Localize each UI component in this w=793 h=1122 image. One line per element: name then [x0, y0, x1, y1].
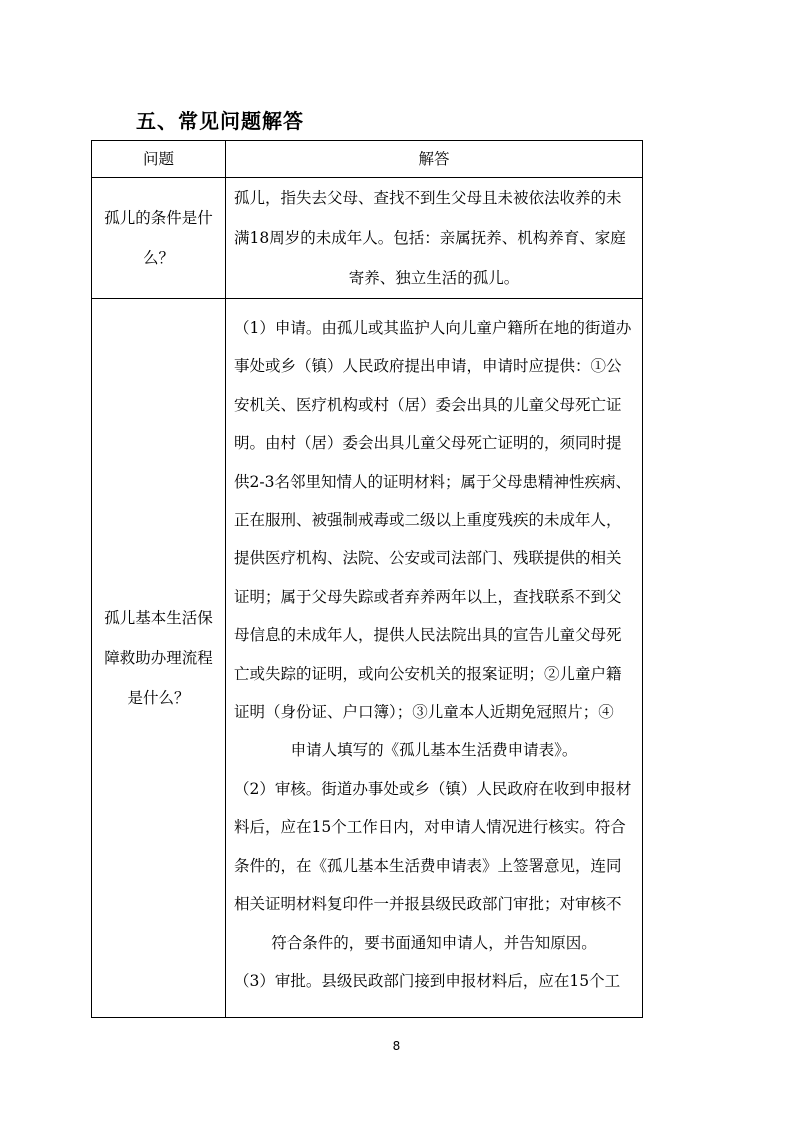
answer-line: 满18周岁的未成年人。包括：亲属抚养、机构养育、家庭 [234, 229, 626, 247]
answer-line: 孤儿，指失去父母、查找不到生父母且未被依法收养的未 [234, 189, 622, 207]
answer-line: （3）审批。县级民政部门接到申报材料后，应在15个工 [234, 971, 621, 990]
question-cell: 孤儿基本生活保障救助办理流程是什么？ [92, 299, 226, 1018]
faq-table [91, 140, 643, 1018]
table-row [92, 299, 643, 1018]
answer-line: （2）审核。街道办事处或乡（镇）人民政府在收到申报材 [234, 779, 632, 798]
table-row [92, 178, 643, 299]
answer-line: 寄养、独立生活的孤儿。 [348, 269, 520, 287]
answer-line: 亡或失踪的证明，或向公安机关的报案证明；②儿童户籍 [234, 664, 622, 683]
answer-line: 料后，应在15个工作日内，对申请人情况进行核实。符合 [234, 818, 626, 837]
answer-line: 符合条件的，要书面通知申请人，并告知原因。 [271, 933, 597, 952]
page-number: 8 [392, 1039, 401, 1053]
answer-line: 事处或乡（镇）人民政府提出申请，申请时应提供：①公 [234, 357, 622, 376]
answer-line: 母信息的未成年人，提供人民法院出具的宣告儿童父母死 [234, 626, 622, 645]
section-title: 五、常见问题解答 [136, 109, 304, 133]
answer-line: 提供医疗机构、法院、公安或司法部门、残联提供的相关 [234, 549, 622, 568]
header-question: 问题 [92, 141, 226, 178]
answer-line: （1）申请。由孤儿或其监护人向儿童户籍所在地的街道办 [234, 319, 632, 337]
answer-cell [226, 299, 643, 1018]
answer-paragraph [234, 962, 634, 1000]
answer-line: 明。由村（居）委会出具儿童父母死亡证明的，须同时提 [234, 434, 622, 453]
answer-line: 安机关、医疗机构或村（居）委会出具的儿童父母死亡证 [234, 395, 622, 414]
answer-line: 供2-3名邻里知情人的证明材料；属于父母患精神性疾病、 [234, 472, 631, 491]
answer-paragraph [234, 309, 634, 770]
header-answer: 解答 [226, 141, 643, 178]
answer-line: 申请人填写的《孤儿基本生活费申请表》。 [290, 741, 578, 760]
answer-line: 正在服刑、被强制戒毒或二级以上重度残疾的未成年人， [234, 511, 622, 530]
question-cell: 孤儿的条件是什么？ [92, 178, 226, 299]
answer-line: 相关证明材料复印件一并报县级民政部门审批；对审核不 [234, 895, 622, 914]
table-header-row [92, 141, 643, 178]
answer-paragraph [234, 770, 634, 962]
answer-line: 条件的，在《孤儿基本生活费申请表》上签署意见，连同 [234, 856, 622, 875]
answer-paragraph [234, 178, 634, 298]
answer-cell [226, 178, 643, 299]
answer-line: 证明（身份证、户口簿）；③儿童本人近期免冠照片；④ [234, 703, 614, 722]
answer-line: 证明；属于父母失踪或者弃养两年以上，查找联系不到父 [234, 587, 622, 606]
